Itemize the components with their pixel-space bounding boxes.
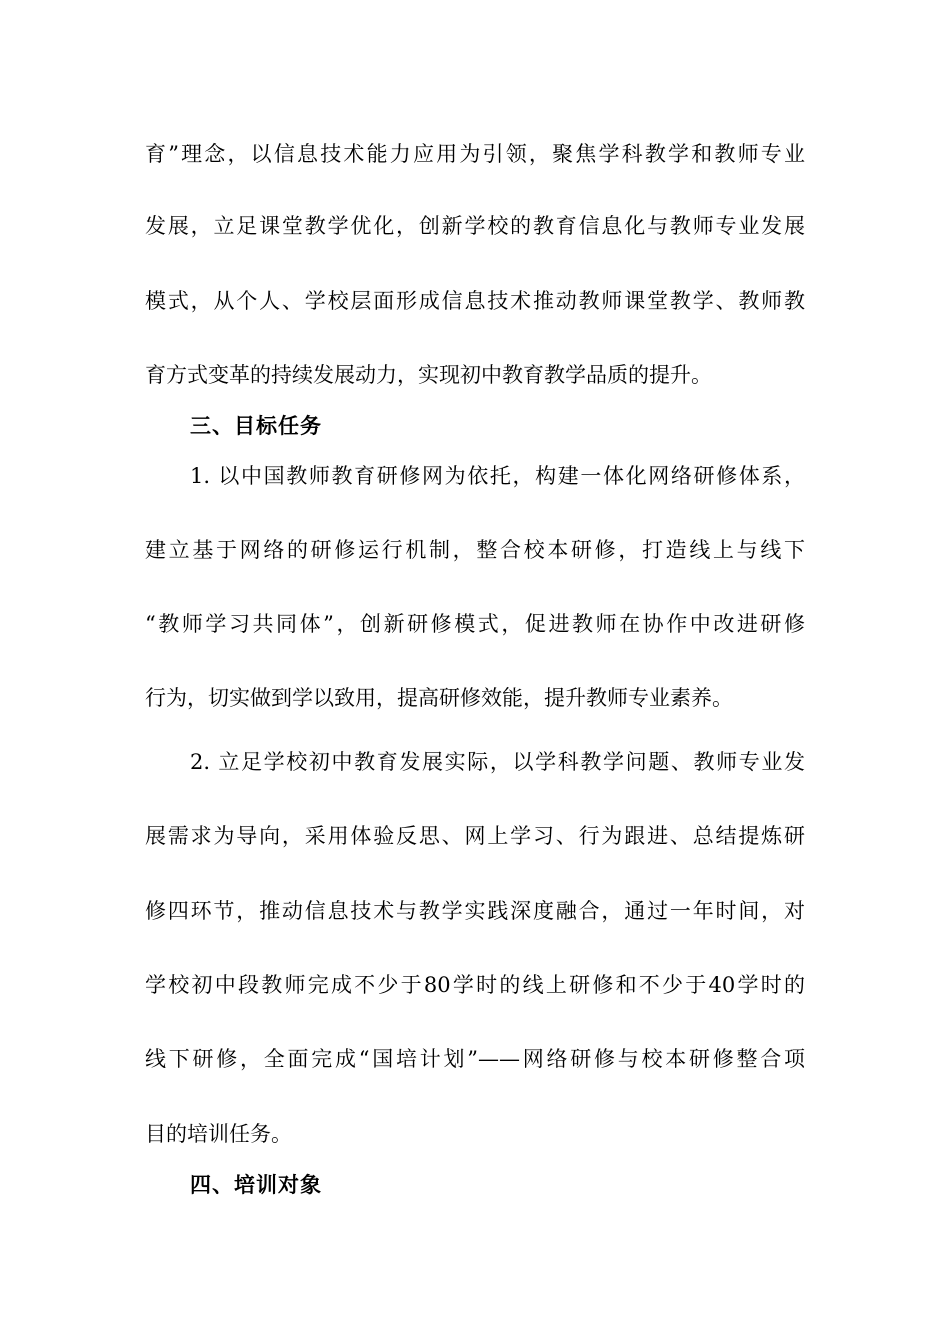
- section-heading-goals: 三、目标任务: [190, 413, 322, 438]
- paragraph-line: 建立基于网络的研修运行机制，整合校本研修，打造线上与线下: [145, 538, 805, 562]
- paragraph-line: 育方式变革的持续发展动力，实现初中教育教学品质的提升。: [145, 363, 712, 387]
- paragraph-line: 育”理念，以信息技术能力应用为引领，聚焦学科教学和教师专业: [145, 142, 805, 166]
- paragraph-line: 展需求为导向，采用体验反思、网上学习、行为跟进、总结提炼研: [145, 824, 805, 848]
- paragraph-line: 行为，切实做到学以致用，提高研修效能，提升教师专业素养。: [145, 686, 733, 710]
- paragraph-line: “教师学习共同体”，创新研修模式，促进教师在协作中改进研修: [145, 612, 805, 636]
- paragraph-line: 模式，从个人、学校层面形成信息技术推动教师课堂教学、教师教: [145, 289, 805, 313]
- paragraph-line: 目的培训任务。: [145, 1122, 292, 1146]
- paragraph-line: 学校初中段教师完成不少于80学时的线上研修和不少于40学时的: [145, 973, 805, 997]
- section-heading-trainees: 四、培训对象: [190, 1172, 322, 1197]
- paragraph-line: 发展，立足课堂教学优化，创新学校的教育信息化与教师专业发展: [145, 214, 805, 238]
- paragraph-line: 2. 立足学校初中教育发展实际，以学科教学问题、教师专业发: [190, 750, 805, 774]
- paragraph-line: 1. 以中国教师教育研修网为依托，构建一体化网络研修体系，: [190, 464, 805, 488]
- paragraph-line: 修四环节，推动信息技术与教学实践深度融合，通过一年时间，对: [145, 899, 805, 923]
- paragraph-line: 线下研修，全面完成“国培计划”——网络研修与校本研修整合项: [145, 1047, 805, 1071]
